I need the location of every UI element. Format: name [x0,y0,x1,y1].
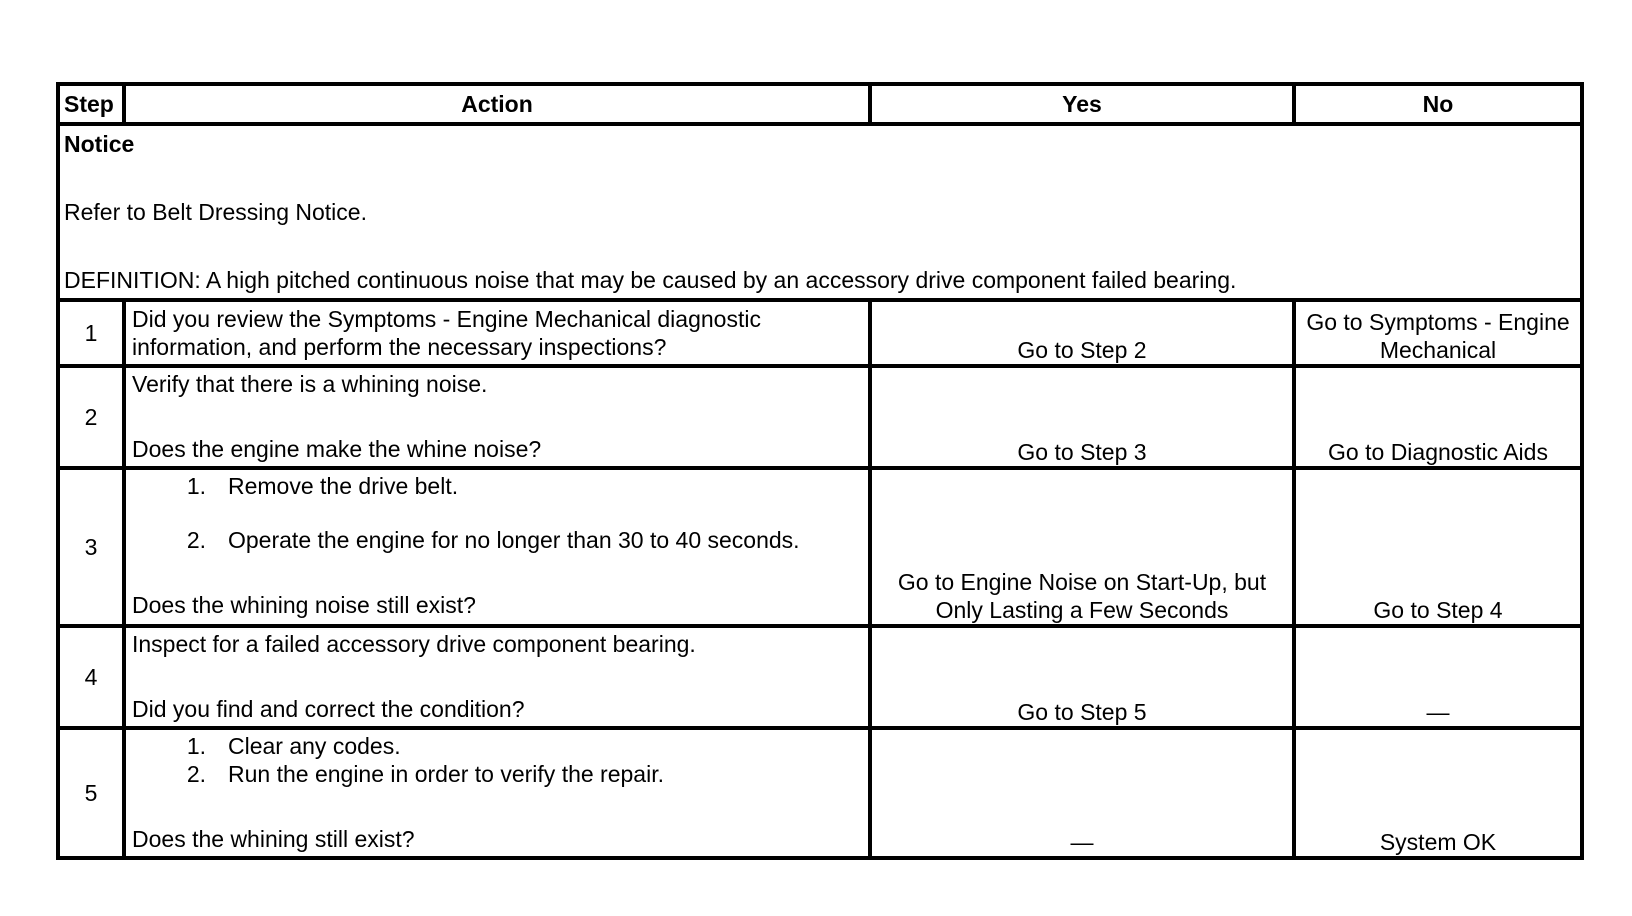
action-question: Does the engine make the whine noise? [132,436,542,462]
header-no: No [1294,84,1582,124]
list-item [132,732,862,760]
action-text: Inspect for a failed accessory drive component bearing. [132,631,696,657]
step-number: 3 [58,468,124,626]
header-row [58,84,1582,124]
notice-row [58,124,1582,300]
yes-cell: Go to Step 3 [870,366,1294,468]
list-item-text: Run the engine in order to verify the repair. [228,761,664,787]
action-question: Does the whining still exist? [132,826,415,852]
no-cell: Go to Diagnostic Aids [1294,366,1582,468]
no-cell: System OK [1294,728,1582,858]
header-action: Action [124,84,870,124]
action-cell [124,728,870,858]
diagnostic-table [56,82,1584,860]
list-item-number: 2. [186,527,206,553]
step-number: 1 [58,300,124,366]
table-row [58,728,1582,858]
definition-text: DEFINITION: A high pitched continuous noise that may be caused by an accessory drive component failed bearing. [64,267,1237,293]
list-item-number: 1. [186,733,206,759]
step-number: 2 [58,366,124,468]
list-item-number: 2. [186,761,206,787]
header-yes: Yes [870,84,1294,124]
header-step: Step [58,84,124,124]
list-item-text: Remove the drive belt. [228,473,459,499]
list-item [132,760,862,788]
action-cell [124,366,870,468]
step-number: 5 [58,728,124,858]
no-cell: Go to Step 4 [1294,468,1582,626]
list-item-number: 1. [186,473,206,499]
action-cell [124,626,870,728]
list-item-text: Clear any codes. [228,733,401,759]
table-row [58,626,1582,728]
yes-cell: — [870,728,1294,858]
yes-cell: Go to Engine Noise on Start-Up, but Only Lasting a Few Seconds [870,468,1294,626]
yes-cell: Go to Step 2 [870,300,1294,366]
no-cell: Go to Symptoms - Engine Mechanical [1294,300,1582,366]
notice-text: Refer to Belt Dressing Notice. [64,199,367,225]
table-row [58,366,1582,468]
list-item [132,472,862,500]
step-number: 4 [58,626,124,728]
list-item [132,526,862,554]
action-cell [124,300,870,366]
list-item-text: Operate the engine for no longer than 30 to 40 seconds. [228,527,800,553]
action-text: Verify that there is a whining noise. [132,371,488,397]
action-cell [124,468,870,626]
notice-cell [58,124,1582,300]
table-row [58,468,1582,626]
no-cell: — [1294,626,1582,728]
table-row [58,300,1582,366]
notice-title: Notice [64,131,135,157]
yes-cell: Go to Step 5 [870,626,1294,728]
action-text: Did you review the Symptoms - Engine Mechanical diagnostic information, and perform the necessary inspections? [132,306,761,360]
action-question: Does the whining noise still exist? [132,592,476,618]
action-question: Did you find and correct the condition? [132,696,525,722]
